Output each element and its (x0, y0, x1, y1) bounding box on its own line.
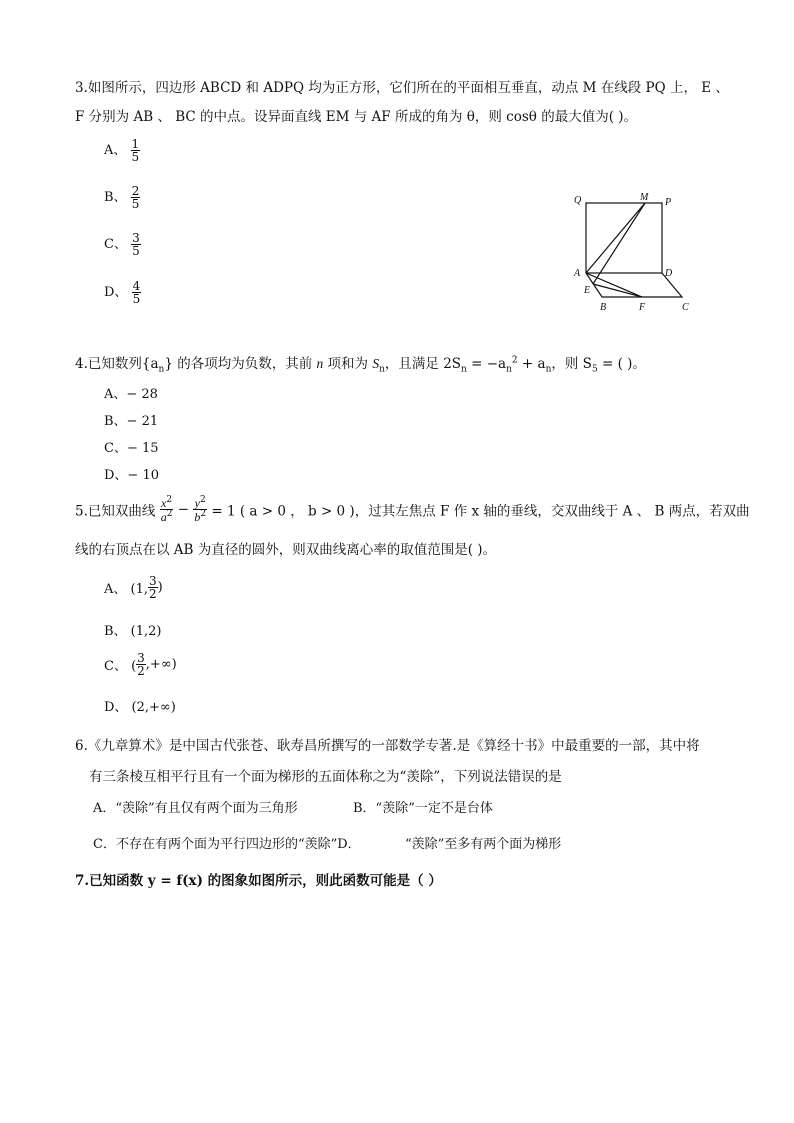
q3-geometry-figure (568, 190, 698, 315)
q5-stem-line1: 5.已知双曲线 $\frac{x^2}{a^2}$ − $\frac{y^2}{b^2}$ = 1 ( a > 0 ， b > 0 )，过其左焦点 F 作 x 轴的垂线，交双曲线于 A 、 B 两点，若双曲 (75, 495, 750, 524)
fraction: $\frac{1}{5}$ (131, 137, 140, 164)
q4-option-a[interactable]: A、− 28 (104, 387, 158, 402)
q5-option-b[interactable]: B、 (1,2) (104, 624, 162, 639)
label-e: E (584, 285, 591, 296)
q3-line2: F 分别为 AB 、 BC 的中点。设异面直线 EM 与 AF 所成的角为 θ，则 cosθ 的最大值为( )。 (75, 109, 638, 125)
label-f: F (639, 302, 646, 313)
fraction: $\frac{4}{5}$ (132, 279, 141, 306)
q6-option-a[interactable]: A．“羡除”有且仅有两个面为三角形 (93, 801, 298, 816)
q4-option-d[interactable]: D、− 10 (104, 468, 159, 483)
q5-option-a[interactable]: A、 (1, $\frac{3}{2}$ ) (104, 574, 163, 601)
q4-option-b[interactable]: B、− 21 (104, 414, 159, 429)
q6-stem-line1: 6.《九章算术》是中国古代张苍、耿寿昌所撰写的一部数学专著.是《算经十书》中最重要的一部，其中将 (75, 738, 700, 754)
q6-stem-line2: 有三条棱互相平行且有一个面为梯形的五面体称之为“羡除”，下列说法错误的是 (89, 769, 562, 785)
fraction-y2-b2: $\frac{y^2}{b^2}$ (194, 495, 207, 524)
label-q: Q (574, 195, 582, 206)
q3-option-a[interactable] (104, 138, 140, 163)
option-label: A、 (104, 143, 127, 158)
label-a: A (574, 268, 581, 279)
line-em (593, 203, 645, 284)
q7-stem: 7.已知函数 y = f(x) 的图象如图所示，则此函数可能是（ ） (75, 873, 442, 889)
label-d: D (665, 268, 673, 279)
fraction: $\frac{3}{5}$ (132, 231, 140, 258)
fraction: $\frac{2}{5}$ (131, 184, 140, 211)
label-c: C (682, 302, 689, 313)
option-label: B、 (104, 190, 127, 205)
square-adpq (586, 203, 662, 273)
q6-option-b[interactable]: B．“羡除”一定不是台体 (353, 801, 493, 816)
label-p: P (665, 197, 672, 208)
q3-option-c[interactable] (104, 232, 141, 257)
label-m: M (640, 192, 649, 203)
option-label: C、 (104, 237, 127, 252)
option-label: D、 (104, 285, 128, 300)
q4-stem: 4.已知数列$\{a_n\}$ 的各项均为负数，其前 n 项和为 $S_n$，且满足 $2S_n = -a_n^2 + a_n$，则 $S_5$ = ( )。 (75, 355, 646, 375)
q6-option-c[interactable]: C．不存在有两个面为平行四边形的“羡除”D． (93, 837, 361, 852)
q5-stem-line2: 线的右顶点在以 AB 为直径的圆外，则双曲线离心率的取值范围是( )。 (75, 542, 497, 558)
q3-option-b[interactable] (104, 185, 140, 210)
label-b: B (600, 302, 607, 313)
q6-option-d[interactable]: “羡除”至多有两个面为梯形 (405, 837, 562, 852)
fraction-x2-a2: $\frac{x^2}{a^2}$ (160, 495, 173, 524)
q3-option-d[interactable] (104, 280, 141, 305)
q5-option-c[interactable]: C、 ( $\frac{3}{2}$ ,+∞) (104, 651, 177, 678)
line-am (586, 203, 645, 273)
q5-option-d[interactable]: D、 (2,+∞) (104, 700, 176, 715)
q3-line1: 3.如图所示，四边形 ABCD 和 ADPQ 均为正方形，它们所在的平面相互垂直，动点 M 在线段 PQ 上， E 、 (75, 80, 729, 96)
q4-option-c[interactable]: C、− 15 (104, 441, 159, 456)
